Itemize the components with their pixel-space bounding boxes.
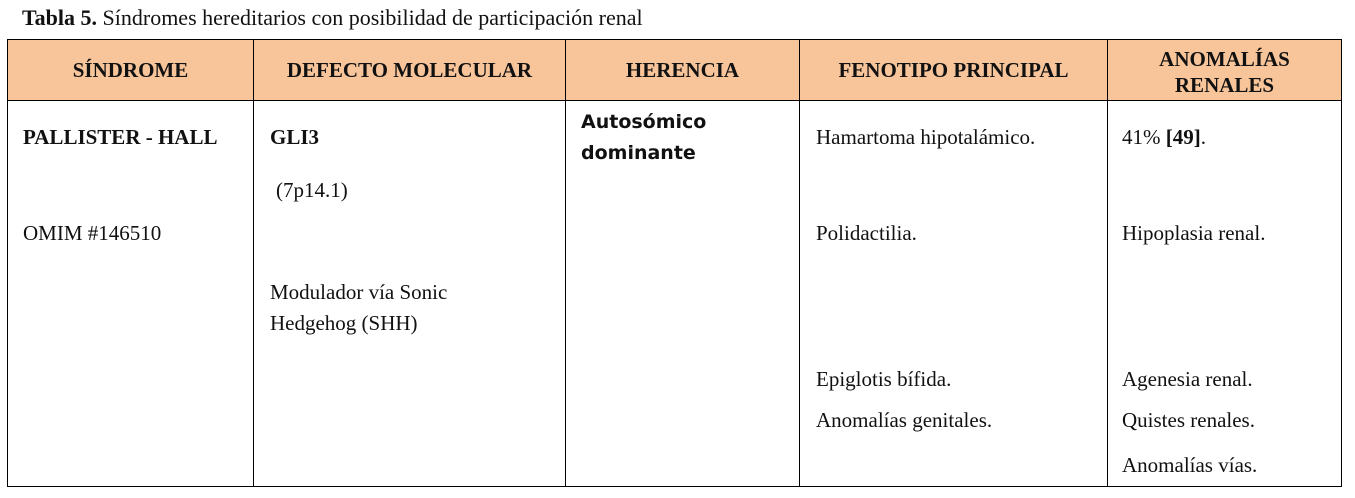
gene-locus: (7p14.1) <box>276 178 348 202</box>
syndromes-table <box>7 39 1342 487</box>
phenotype-item: Polidactilia. <box>816 221 917 245</box>
phenotype-item: Anomalías genitales. <box>816 408 993 432</box>
column-divider <box>1107 40 1108 486</box>
renal-anomaly-item: Agenesia renal. <box>1122 367 1253 391</box>
header-defecto-molecular: DEFECTO MOLECULAR <box>286 57 533 82</box>
table-caption <box>22 4 643 32</box>
header-herencia: HERENCIA <box>625 57 740 82</box>
gene-function-line2: Hedgehog (SHH) <box>270 311 418 335</box>
inheritance-line2: dominante <box>581 142 696 164</box>
renal-percentage-value: 41% <box>1122 125 1166 149</box>
renal-percentage <box>1122 122 1206 153</box>
reference-citation: [49] <box>1165 125 1201 149</box>
header-anomalias-renales: ANOMALÍAS RENALES <box>1159 46 1290 97</box>
phenotype-item: Hamartoma hipotalámico. <box>816 125 1036 149</box>
table-caption-text: Síndromes hereditarios con posibilidad de participación renal <box>102 5 643 30</box>
header-fenotipo-principal: FENOTIPO PRINCIPAL <box>838 57 1069 82</box>
renal-anomaly-item: Quistes renales. <box>1122 408 1255 432</box>
header-sindrome: SÍNDROME <box>72 57 189 82</box>
omim-number: OMIM #146510 <box>23 221 162 245</box>
renal-anomaly-item: Anomalías vías. <box>1122 453 1258 477</box>
inheritance-line1: Autosómico <box>581 111 707 133</box>
renal-anomaly-item: Hipoplasia renal. <box>1122 221 1266 245</box>
renal-percentage-suffix: . <box>1200 125 1206 149</box>
table-caption-label: Tabla 5. <box>22 5 98 30</box>
column-divider <box>565 40 566 486</box>
gene-name: GLI3 <box>270 125 320 149</box>
phenotype-item: Epiglotis bífida. <box>816 367 952 391</box>
column-divider <box>799 40 800 486</box>
column-divider <box>253 40 254 486</box>
syndrome-name: PALLISTER - HALL <box>23 125 218 149</box>
gene-function-line1: Modulador vía Sonic <box>270 280 448 304</box>
